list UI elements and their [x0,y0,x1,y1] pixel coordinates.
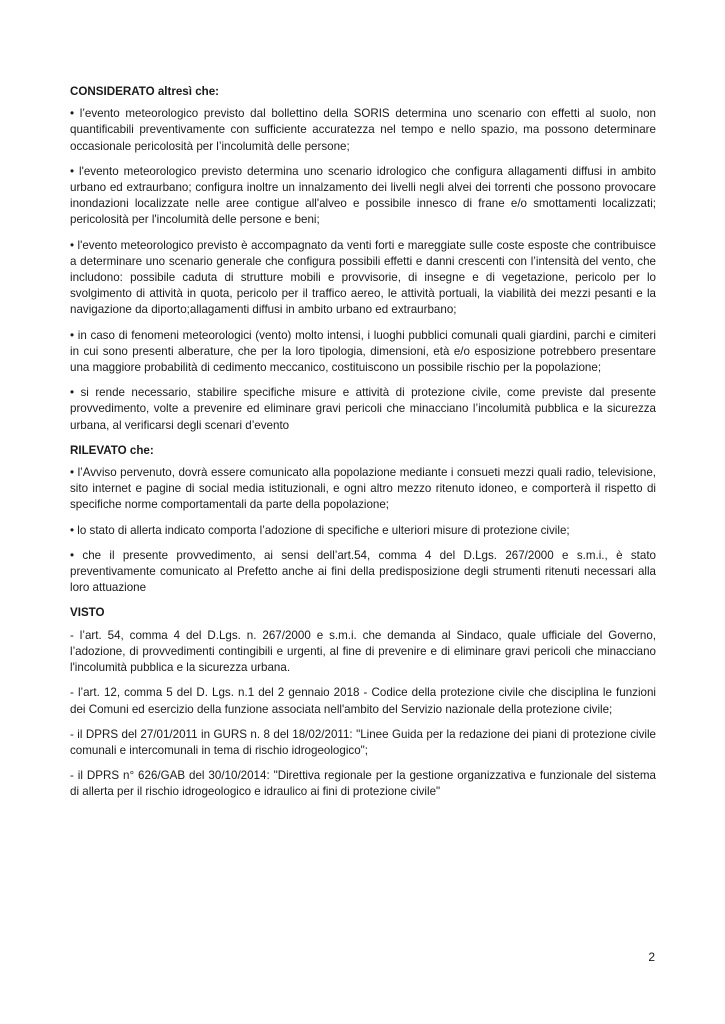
section-considerato [70,84,656,434]
paragraph: • che il presente provvedimento, ai sensi dell’art.54, comma 4 del D.Lgs. 267/2000 e s.m.i., è stato preventivamente comunicato al Prefetto anche ai fini della predisposizione degli strumenti ritenuti necessari alla loro attuazione [70,548,656,595]
paragraph: - il DPRS del 27/01/2011 in GURS n. 8 del 18/02/2011: "Linee Guida per la redazione dei piani di protezione civile comunali e intercomunali in tema di rischio idrogeologico"; [70,727,656,757]
page-number: 2 [648,950,655,964]
section-rilevato [70,443,656,597]
paragraph: • l’evento meteorologico previsto dal bollettino della SORIS determina uno scenario con effetti al suolo, non quantificabili preventivamente con sufficiente accuratezza nel tempo e nello spazio, ma possono determinare occasionale pericolosità per l’incolumità delle persone; [70,107,656,153]
paragraph: • lo stato di allerta indicato comporta l’adozione di specifiche e ulteriori misure di protezione civile; [70,523,570,537]
paragraph: • l’Avviso pervenuto, dovrà essere comunicato alla popolazione mediante i consueti mezzi quali radio, televisione, sito internet e pagine di social media istituzionali, e ogni altro mezzo ritenuto idoneo, e comporterà il rispetto di specifiche norme comportamentali da parte della popolazione; [70,466,656,512]
document-page [70,84,656,810]
paragraph: • si rende necessario, stabilire specifiche misure e attività di protezione civile, come previste dal presente provvedimento, volte a prevenire ed eliminare gravi pericoli che minacciano l’incolumità pubblica e la sicurezza urbana, al verificarsi degli scenari d’evento [70,386,656,432]
section-heading: RILEVATO che: [70,443,154,457]
section-heading: CONSIDERATO altresì che: [70,85,220,98]
paragraph: • l'evento meteorologico previsto determina uno scenario idrologico che configura allagamenti diffusi in ambito urbano ed extraurbano; configura inoltre un innalzamento dei livelli negli alvei dei torrenti che possono provocare inondazioni localizzate nelle aree contigue all'alveo e possibile innesco di frane e/o smottamenti localizzati; pericolosità per l'incolumità delle persone e beni; [70,164,656,227]
section-visto [70,605,656,800]
paragraph: - l’art. 54, comma 4 del D.Lgs. n. 267/2000 e s.m.i. che demanda al Sindaco, quale ufficiale del Governo, l’adozione, di provvedimenti contingibili e urgenti, al fine di prevenire e di eliminare gravi pericoli che minacciano l'incolumità pubblica e la sicurezza urbana. [70,628,656,675]
paragraph: - l’art. 12, comma 5 del D. Lgs. n.1 del 2 gennaio 2018 - Codice della protezione civile che disciplina le funzioni dei Comuni ed esercizio della funzione associata nell'ambito del Servizio nazionale della protezione civile; [70,686,656,716]
section-heading: VISTO [70,606,105,620]
paragraph: • in caso di fenomeni meteorologici (vento) molto intensi, i luoghi pubblici comunali quali giardini, parchi e cimiteri in cui sono presenti alberature, che per la loro tipologia, dimensioni, età e/o esposizione potrebbero presentare una maggiore probabilità di cedimento meccanico, costituiscono un possibile rischio per la popolazione; [70,328,656,375]
paragraph: • l'evento meteorologico previsto è accompagnato da venti forti e mareggiate sulle coste esposte che contribuisce a determinare uno scenario generale che configura possibili effetti e danni crescenti con l’intensità del vento, che includono: possibile caduta di strutture mobili e provvisorie, di insegne e di vegetazione, pericolo per lo svolgimento di attività in quota, pericolo per il traffico aereo, le attività portuali, la viabilità dei mezzi pesanti e la navigazione da diporto;allagamenti diffusi in ambito urbano ed extraurbano; [70,238,656,317]
paragraph: - il DPRS n° 626/GAB del 30/10/2014: "Direttiva regionale per la gestione organizzativa e funzionale del sistema di allerta per il rischio idrogeologico e idraulico ai fini di protezione civile" [70,769,656,799]
